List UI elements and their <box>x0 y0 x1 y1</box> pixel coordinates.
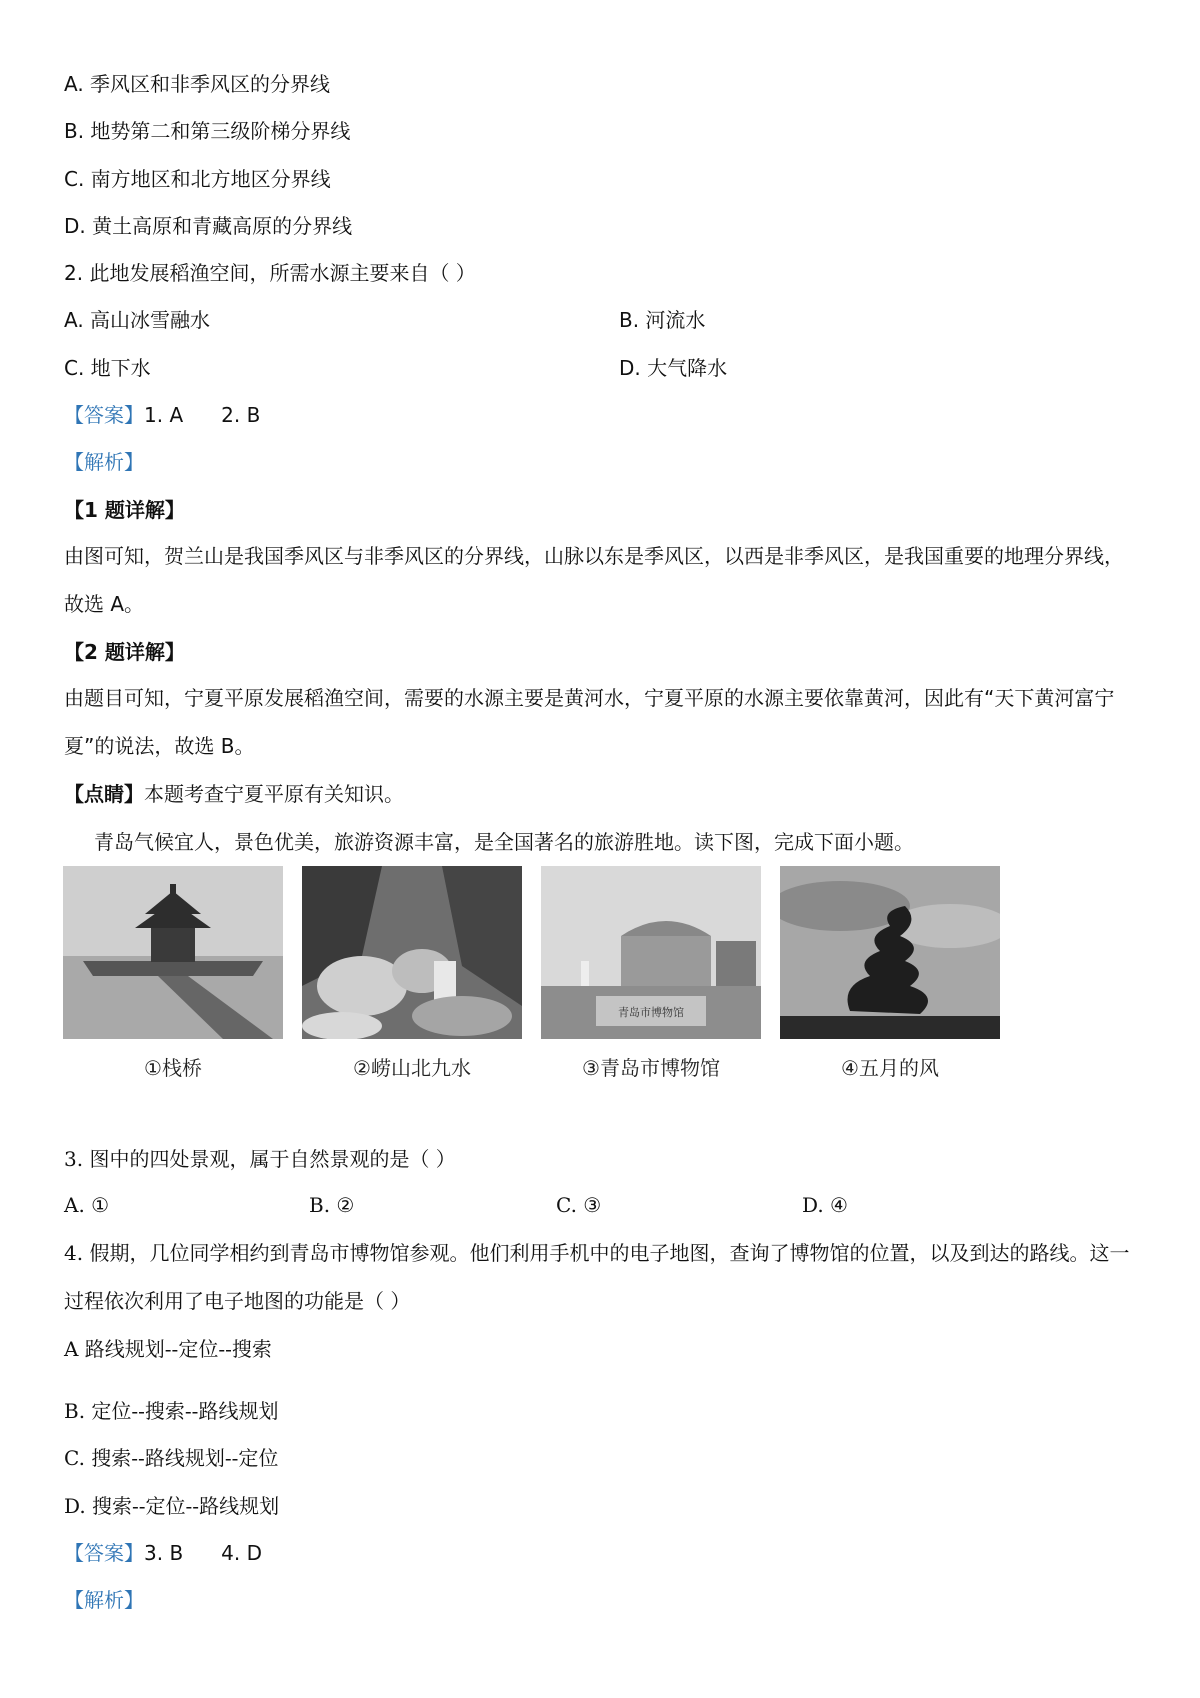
q3-option-b: B. ② <box>309 1193 355 1217</box>
q4-option-c: C. 搜索--路线规划--定位 <box>64 1446 279 1470</box>
q1-option-c: C. 南方地区和北方地区分界线 <box>64 167 331 191</box>
tip-line <box>64 781 404 807</box>
photo-may-wind <box>780 866 1000 1039</box>
q2-options-row2 <box>64 355 1136 381</box>
museum-sign-text: 青岛市博物馆 <box>618 1006 684 1019</box>
answer-q3: 3. B <box>144 1541 184 1565</box>
answer-q2: 2. B <box>221 403 261 427</box>
intro-text: 青岛气候宜人，景色优美，旅游资源丰富，是全国著名的旅游胜地。读下图，完成下面小题。 <box>94 830 914 854</box>
q4-option-d: D. 搜索--定位--路线规划 <box>64 1494 280 1518</box>
answer-q4: 4. D <box>221 1541 263 1565</box>
q3-option-d: D. ④ <box>802 1193 848 1217</box>
photo-zhanqiao <box>63 866 283 1039</box>
q2-option-d: D. 大气降水 <box>619 356 728 380</box>
q2-option-b: B. 河流水 <box>619 308 706 332</box>
caption-photo-3: ③青岛市博物馆 <box>582 1056 720 1080</box>
q1-option-b: B. 地势第二和第三级阶梯分界线 <box>64 119 351 143</box>
answer-label-2: 【答案】 <box>64 1541 144 1565</box>
answer-label: 【答案】 <box>64 403 144 427</box>
analysis-label-1: 【解析】 <box>64 450 144 474</box>
q2-option-c: C. 地下水 <box>64 356 151 380</box>
detail-text-1: 由图可知，贺兰山是我国季风区与非季风区的分界线，山脉以东是季风区，以西是非季风区，是我国重要的地理分界线，故选 A。 <box>64 544 1124 616</box>
q3-option-c: C. ③ <box>556 1193 602 1217</box>
answer-line-2 <box>64 1540 262 1566</box>
tip-label: 【点睛】 <box>64 782 144 806</box>
caption-photo-4: ④五月的风 <box>841 1056 939 1080</box>
caption-photo-2: ②崂山北九水 <box>353 1056 471 1080</box>
tip-text: 本题考查宁夏平原有关知识。 <box>144 782 404 806</box>
photo-laoshan <box>302 866 522 1039</box>
q2-option-a: A. 高山冰雪融水 <box>64 308 211 332</box>
q4-option-b: B. 定位--搜索--路线规划 <box>64 1399 279 1423</box>
photo-museum <box>541 866 761 1039</box>
q1-option-d: D. 黄土高原和青藏高原的分界线 <box>64 214 353 238</box>
detail-title-2: 【2 题详解】 <box>64 640 185 664</box>
caption-photo-1: ①栈桥 <box>144 1056 202 1080</box>
detail-text-2: 由题目可知，宁夏平原发展稻渔空间，需要的水源主要是黄河水，宁夏平原的水源主要依靠黄河，因此有“天下黄河富宁夏”的说法，故选 B。 <box>64 686 1115 758</box>
q2-options-row1 <box>64 307 1136 333</box>
q2-stem: 2. 此地发展稻渔空间，所需水源主要来自（ ） <box>64 261 476 285</box>
answer-q1: 1. A <box>144 403 184 427</box>
q4-stem: 4. 假期，几位同学相约到青岛市博物馆参观。他们利用手机中的电子地图，查询了博物馆的位置，以及到达的路线。这一过程依次利用了电子地图的功能是（ ） <box>64 1241 1130 1313</box>
answer-line-1 <box>64 402 260 428</box>
q3-stem: 3. 图中的四处景观，属于自然景观的是（ ） <box>64 1147 456 1171</box>
q4-option-a: A 路线规划--定位--搜索 <box>64 1337 272 1361</box>
q3-option-a: A. ① <box>64 1193 110 1217</box>
q1-option-a: A. 季风区和非季风区的分界线 <box>64 72 331 96</box>
analysis-label-2: 【解析】 <box>64 1588 144 1612</box>
detail-title-1: 【1 题详解】 <box>64 498 185 522</box>
